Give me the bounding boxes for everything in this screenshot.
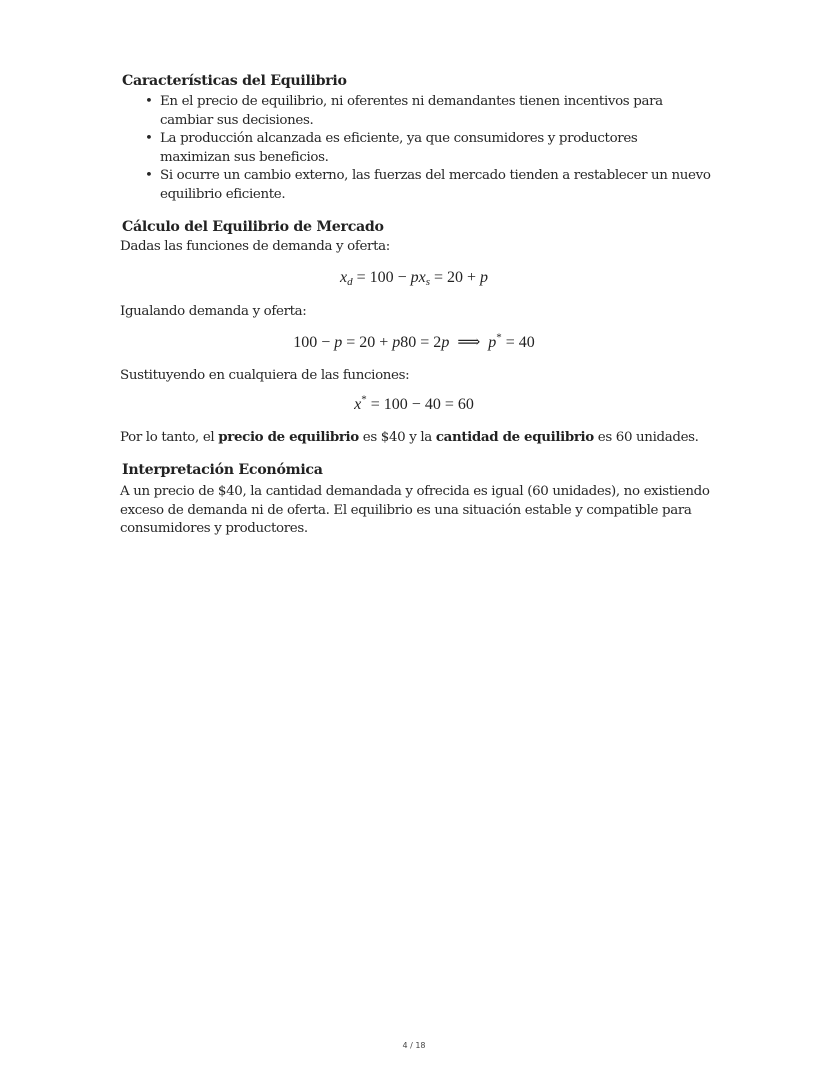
math-token: = 40 [501, 334, 535, 351]
math-token: x [339, 269, 348, 286]
math-token: p [334, 334, 343, 351]
bullet-icon: • [145, 131, 153, 146]
math-token: px [410, 269, 426, 286]
math-token: 100 − [293, 334, 335, 351]
math-token: p [392, 334, 401, 351]
section-heading-interpretacion: Interpretación Económica [122, 462, 323, 478]
math-token: d [347, 276, 353, 288]
text: Por lo tanto, el [120, 430, 219, 445]
list-item-text: En el precio de equilibrio, ni oferentes ni demandantes tienen incentivos para [160, 94, 663, 109]
characteristics-list [120, 93, 720, 204]
list-item-text: Si ocurre un cambio externo, las fuerzas del mercado tienden a restablecer un nuevo [160, 168, 711, 183]
text: es 60 unidades. [593, 430, 699, 445]
list-item-text: La producción alcanzada es eficiente, ya que consumidores y productores [160, 131, 638, 146]
interpretation-paragraph [120, 483, 720, 539]
paragraph-line: A un precio de $40, la cantidad demandada y ofrecida es igual (60 unidades), no existiendo [120, 484, 710, 499]
bold-term: cantidad de equilibrio [435, 429, 594, 445]
math-token: p [441, 334, 450, 351]
section-heading-caracteristicas: Características del Equilibrio [122, 73, 347, 89]
equation-equilibrium-price [0, 332, 828, 352]
intro-text: Dadas las funciones de demanda y oferta: [120, 239, 390, 254]
math-token: * [496, 331, 502, 344]
math-token: p [488, 334, 497, 351]
math-token: = 100 − 40 = 60 [366, 396, 474, 413]
math-token: p [480, 269, 489, 286]
math-token: ⟹ [449, 334, 489, 351]
section-heading-calculo: Cálculo del Equilibrio de Mercado [122, 219, 384, 235]
list-item [120, 93, 720, 130]
list-item [120, 167, 720, 204]
math-token: = 20 + [430, 269, 481, 286]
paragraph-line: consumidores y productores. [120, 521, 308, 536]
math-token: x [354, 396, 362, 413]
math-token: 80 = 2 [400, 334, 442, 351]
list-item-text: maximizan sus beneficios. [160, 149, 329, 165]
equation-supply-demand [0, 269, 828, 287]
text: es $40 y la [358, 430, 436, 445]
math-token: = 20 + [342, 334, 393, 351]
math-token: * [361, 393, 367, 406]
bullet-icon: • [145, 94, 153, 109]
math-token: = 100 − [352, 269, 411, 286]
conclusion-text [120, 428, 720, 448]
list-item-text: cambiar sus decisiones. [160, 112, 314, 128]
paragraph-line: exceso de demanda ni de oferta. El equilibrio es una situación estable y compatible para [120, 502, 692, 518]
page-number: 4 / 18 [402, 1041, 426, 1050]
math-token: s [425, 276, 430, 288]
list-item [120, 130, 720, 167]
bullet-icon: • [145, 168, 153, 183]
substitute-text: Sustituyendo en cualquiera de las funciones: [120, 368, 410, 383]
bold-term: precio de equilibrio [218, 429, 359, 445]
list-item-text: equilibrio eficiente. [160, 186, 286, 202]
equation-equilibrium-quantity [0, 393, 828, 414]
equate-text: Igualando demanda y oferta: [120, 304, 307, 319]
